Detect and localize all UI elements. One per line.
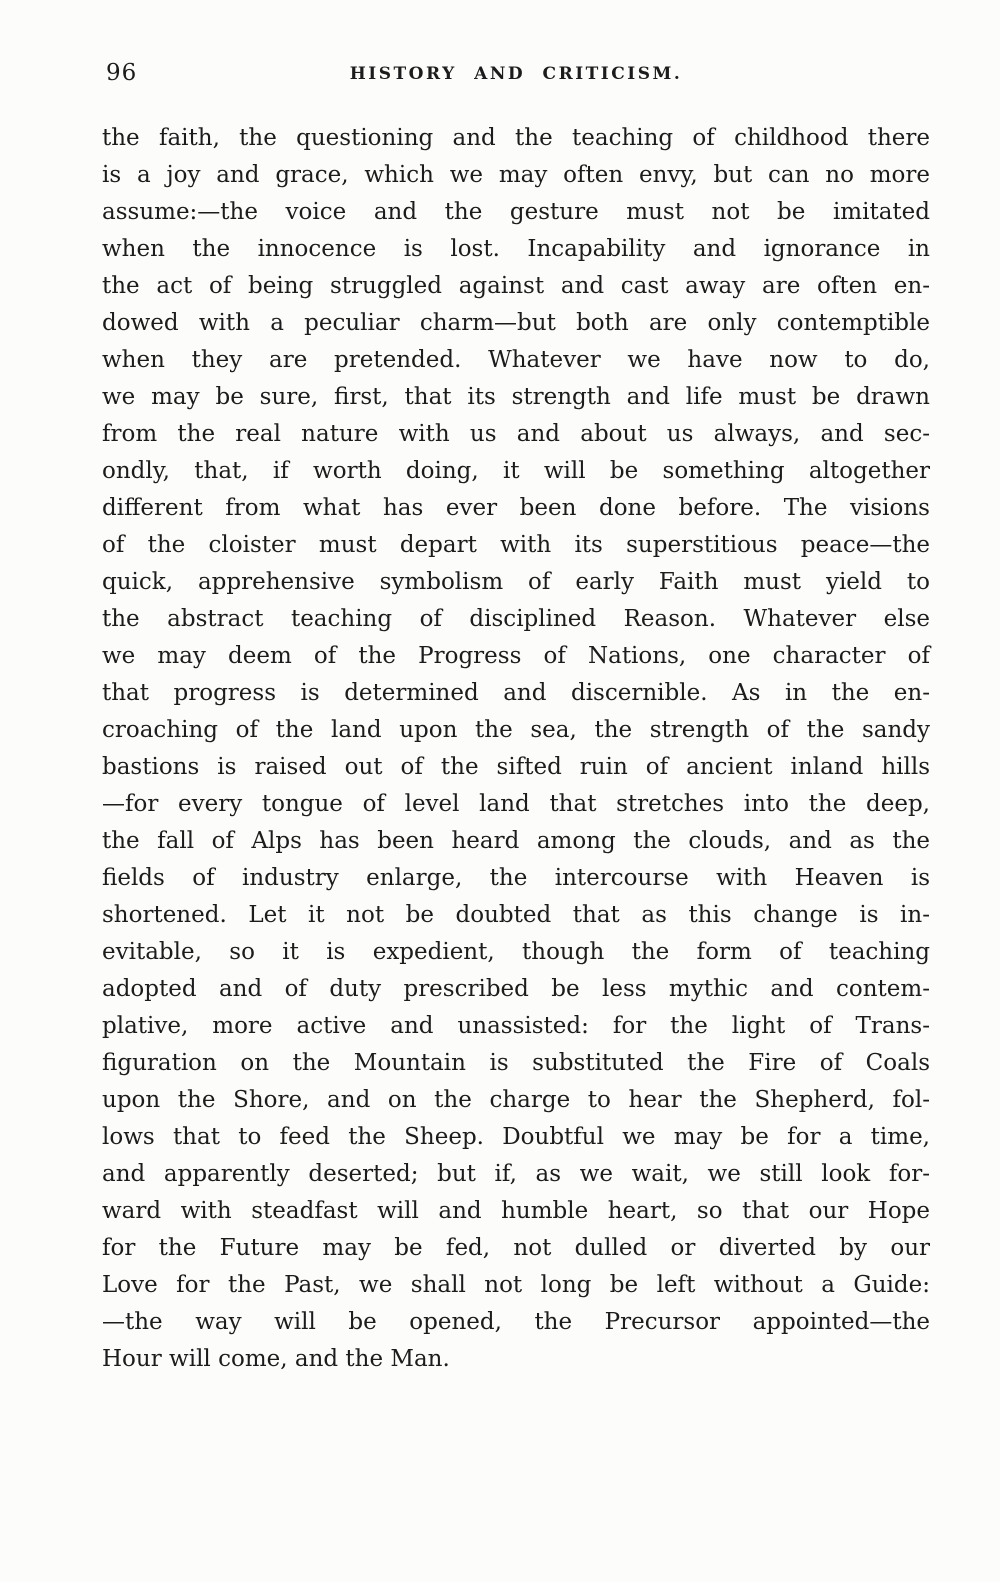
text-line: evitable, so it is expedient, though the form of teaching — [102, 939, 930, 965]
text-column — [102, 0, 930, 1378]
text-line: when the innocence is lost. Incapability and ignorance in — [102, 236, 930, 262]
text-line: we may be sure, first, that its strength and life must be drawn — [102, 384, 930, 410]
text-line: when they are pretended. Whatever we have now to do, — [102, 347, 930, 373]
running-head — [102, 60, 930, 92]
text-line: bastions is raised out of the sifted ruin of ancient inland hills — [102, 754, 930, 780]
text-line: plative, more active and unassisted: for the light of Trans- — [102, 1013, 930, 1039]
text-line: is a joy and grace, which we may often envy, but can no more — [102, 162, 930, 188]
text-line: shortened. Let it not be doubted that as this change is in- — [102, 902, 930, 928]
text-line: upon the Shore, and on the charge to hear the Shepherd, fol- — [102, 1087, 930, 1113]
text-line: the fall of Alps has been heard among the clouds, and as the — [102, 828, 930, 854]
text-line: ward with steadfast will and humble heart, so that our Hope — [102, 1198, 930, 1224]
text-line: Love for the Past, we shall not long be left without a Guide: — [102, 1272, 930, 1298]
text-line: dowed with a peculiar charm—but both are only contemptible — [102, 310, 930, 336]
text-line: and apparently deserted; but if, as we wait, we still look for- — [102, 1161, 930, 1187]
text-line: quick, apprehensive symbolism of early Faith must yield to — [102, 569, 930, 595]
text-line: the faith, the questioning and the teaching of childhood there — [102, 125, 930, 151]
text-line: —the way will be opened, the Precursor appointed—the — [102, 1309, 930, 1335]
text-line: adopted and of duty prescribed be less mythic and contem- — [102, 976, 930, 1002]
text-line: different from what has ever been done before. The visions — [102, 495, 930, 521]
text-line: —for every tongue of level land that stretches into the deep, — [102, 791, 930, 817]
text-line: assume:—the voice and the gesture must not be imitated — [102, 199, 930, 225]
text-line: ondly, that, if worth doing, it will be something altogether — [102, 458, 930, 484]
running-header-title: HISTORY AND CRITICISM. — [349, 64, 683, 84]
text-line: we may deem of the Progress of Nations, one character of — [102, 643, 930, 669]
text-line: the abstract teaching of disciplined Reason. Whatever else — [102, 606, 930, 632]
text-line: for the Future may be fed, not dulled or diverted by our — [102, 1235, 930, 1261]
text-line: the act of being struggled against and cast away are often en- — [102, 273, 930, 299]
text-line: fields of industry enlarge, the intercourse with Heaven is — [102, 865, 930, 891]
text-line: lows that to feed the Sheep. Doubtful we may be for a time, — [102, 1124, 930, 1150]
text-line: Hour will come, and the Man. — [102, 1346, 450, 1372]
page-number: 96 — [106, 60, 138, 86]
text-line: that progress is determined and discernible. As in the en- — [102, 680, 930, 706]
text-line: from the real nature with us and about us always, and sec- — [102, 421, 930, 447]
text-line: of the cloister must depart with its superstitious peace—the — [102, 532, 930, 558]
text-line: croaching of the land upon the sea, the strength of the sandy — [102, 717, 930, 743]
body-text — [102, 120, 930, 1378]
text-line: figuration on the Mountain is substituted the Fire of Coals — [102, 1050, 930, 1076]
